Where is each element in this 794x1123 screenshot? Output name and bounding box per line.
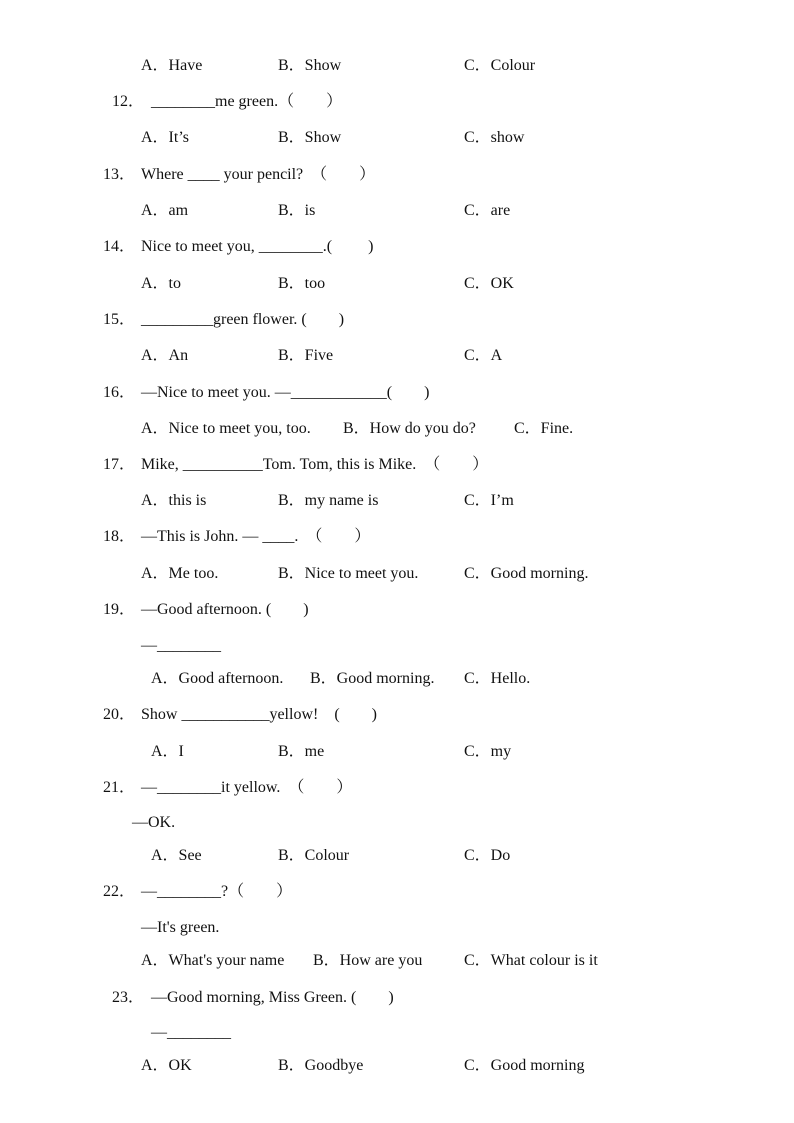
q23-option-a: A．OK	[141, 1057, 192, 1074]
q15-option-c: C．A	[464, 347, 503, 364]
q23-number: 23．	[112, 989, 145, 1006]
q23-stem: —Good morning, Miss Green. ( )	[151, 989, 394, 1006]
q11-option-b: B．Show	[278, 57, 342, 74]
q13-option-b: B．is	[278, 202, 316, 219]
q17-option-b: B．my name is	[278, 492, 379, 509]
q20-option-c: C．my	[464, 743, 512, 760]
q15-stem: _________green flower. ( )	[141, 311, 345, 328]
q20-stem: Show ___________yellow! ( )	[141, 706, 377, 723]
q22-stem: —________?（ ）	[141, 883, 293, 900]
q12-option-a: A．It’s	[141, 129, 190, 146]
q19-number: 19．	[103, 601, 136, 618]
q15-number: 15．	[103, 311, 136, 328]
q20-number: 20．	[103, 706, 136, 723]
q23-option-c: C．Good morning	[464, 1057, 585, 1074]
q21-option-c: C．Do	[464, 847, 511, 864]
q17-stem: Mike, __________Tom. Tom, this is Mike. （ ）	[141, 456, 489, 473]
q19-option-b: B．Good morning.	[310, 670, 435, 687]
q13-number: 13．	[103, 166, 136, 183]
q18-option-c: C．Good morning.	[464, 565, 589, 582]
q16-option-c: C．Fine.	[514, 420, 574, 437]
q14-option-b: B．too	[278, 275, 326, 292]
q16-option-b: B．How do you do?	[343, 420, 476, 437]
q11-option-a: A．Have	[141, 57, 203, 74]
q21-option-b: B．Colour	[278, 847, 350, 864]
q17-option-c: C．I’m	[464, 492, 514, 509]
q14-number: 14．	[103, 238, 136, 255]
q13-stem: Where ____ your pencil? （ ）	[141, 166, 376, 183]
q15-option-a: A．An	[141, 347, 189, 364]
q23-option-b: B．Goodbye	[278, 1057, 364, 1074]
q21-answer-line: —OK.	[132, 814, 176, 831]
q18-option-b: B．Nice to meet you.	[278, 565, 419, 582]
q13-option-c: C．are	[464, 202, 511, 219]
q22-answer-line: —It's green.	[141, 919, 220, 936]
q11-option-c: C．Colour	[464, 57, 536, 74]
q23-answer-line: —________	[151, 1024, 231, 1041]
q12-number: 12．	[112, 93, 145, 110]
q16-stem: —Nice to meet you. —____________( )	[141, 384, 430, 401]
q17-option-a: A．this is	[141, 492, 207, 509]
q19-option-c: C．Hello.	[464, 670, 531, 687]
q12-option-b: B．Show	[278, 129, 342, 146]
q18-option-a: A．Me too.	[141, 565, 219, 582]
q22-option-a: A．What's your name	[141, 952, 285, 969]
q12-stem: ________me green.（ ）	[151, 93, 343, 110]
q19-answer-line: —________	[141, 637, 221, 654]
q15-option-b: B．Five	[278, 347, 334, 364]
q14-option-c: C．OK	[464, 275, 514, 292]
q13-option-a: A．am	[141, 202, 189, 219]
q22-option-c: C．What colour is it	[464, 952, 598, 969]
q14-option-a: A．to	[141, 275, 182, 292]
q21-option-a: A．See	[151, 847, 202, 864]
q17-number: 17．	[103, 456, 136, 473]
q16-option-a: A．Nice to meet you, too.	[141, 420, 311, 437]
q22-option-b: B．How are you	[313, 952, 423, 969]
q19-option-a: A．Good afternoon.	[151, 670, 284, 687]
q18-number: 18．	[103, 528, 136, 545]
q12-option-c: C．show	[464, 129, 525, 146]
q16-number: 16．	[103, 384, 136, 401]
q21-stem: —________it yellow. （ ）	[141, 779, 353, 796]
q18-stem: —This is John. — ____. （ ）	[141, 528, 371, 545]
q20-option-a: A．I	[151, 743, 184, 760]
q20-option-b: B．me	[278, 743, 325, 760]
q14-stem: Nice to meet you, ________.( )	[141, 238, 374, 255]
q22-number: 22．	[103, 883, 136, 900]
q21-number: 21．	[103, 779, 136, 796]
q19-stem: —Good afternoon. ( )	[141, 601, 309, 618]
